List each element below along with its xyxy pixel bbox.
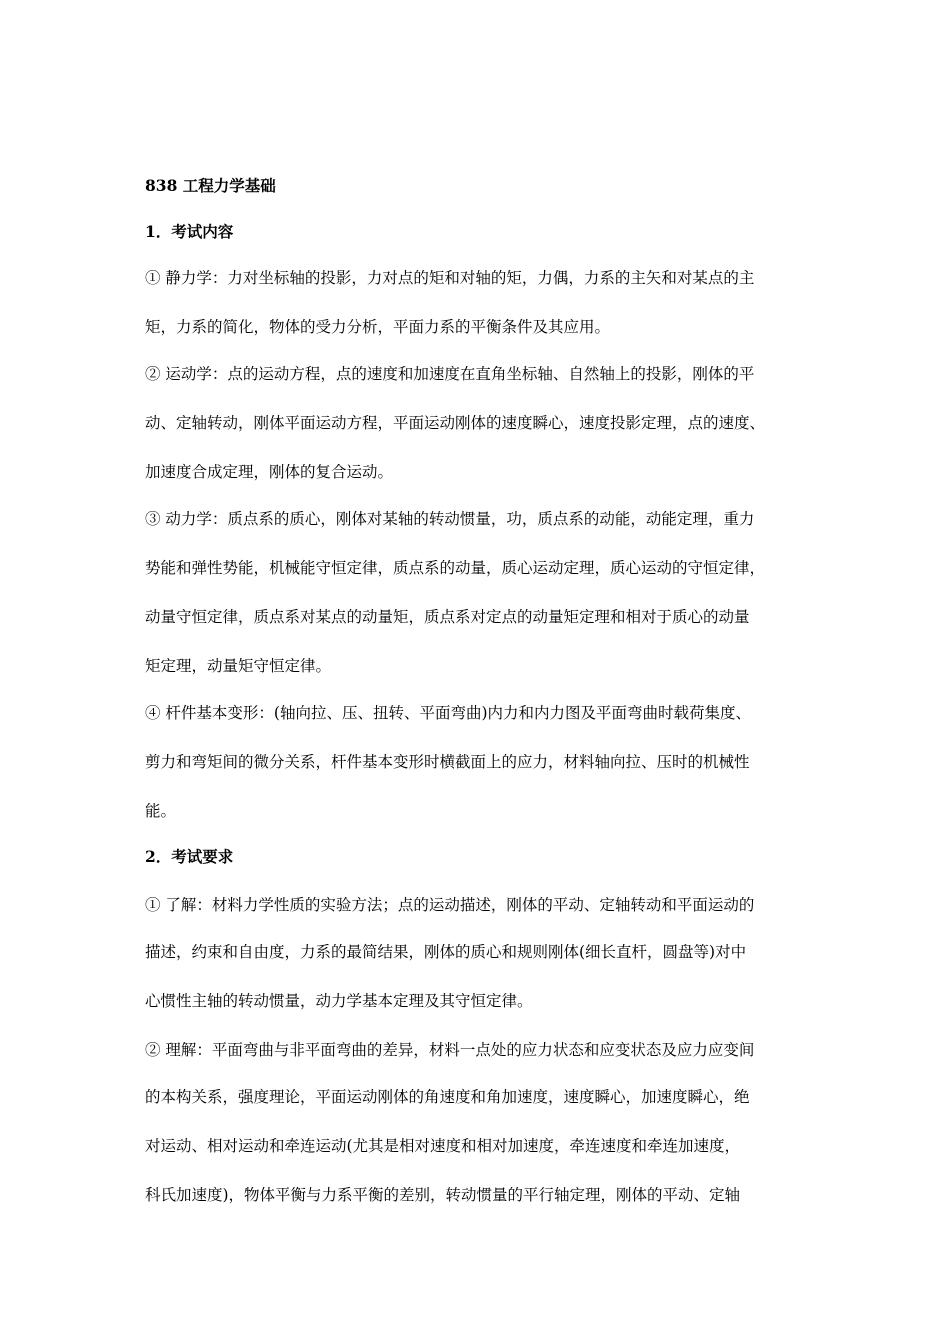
paragraph-line: 加速度合成定理，刚体的复合运动。: [145, 463, 394, 481]
paragraph-line: 动、定轴转动，刚体平面运动方程，平面运动刚体的速度瞬心，速度投影定理，点的速度、: [145, 414, 766, 432]
section-heading-exam-requirements: 2．考试要求: [145, 847, 234, 866]
paragraph-line: ① 静力学：力对坐标轴的投影，力对点的矩和对轴的矩，力偶，力系的主矢和对某点的主: [145, 269, 755, 287]
paragraph-line: ① 了解：材料力学性质的实验方法；点的运动描述，刚体的平动、定轴转动和平面运动的: [145, 896, 755, 914]
paragraph-line: 的本构关系，强度理论，平面运动刚体的角速度和角加速度，速度瞬心，加速度瞬心，绝: [145, 1088, 750, 1106]
paragraph-line: ② 运动学：点的运动方程，点的速度和加速度在直角坐标轴、自然轴上的投影，刚体的平: [145, 365, 755, 383]
paragraph-line: ③ 动力学：质点系的质心，刚体对某轴的转动惯量，功，质点系的动能，动能定理，重力: [145, 510, 755, 528]
document-title: 838 工程力学基础: [145, 176, 276, 195]
paragraph-line: 能。: [145, 802, 177, 820]
paragraph-line: 描述，约束和自由度，力系的最简结果，刚体的质心和规则刚体(细长直杆，圆盘等)对中: [145, 943, 747, 961]
paragraph-line: 动量守恒定律，质点系对某点的动量矩，质点系对定点的动量矩定理和相对于质心的动量: [145, 608, 750, 626]
section-heading-exam-content: 1．考试内容: [145, 222, 234, 241]
paragraph-line: 科氏加速度)，物体平衡与力系平衡的差别，转动惯量的平行轴定理，刚体的平动、定轴: [145, 1186, 741, 1204]
paragraph-line: 对运动、相对运动和牵连运动(尤其是相对速度和相对加速度，牵连速度和牵连加速度，: [145, 1137, 741, 1155]
paragraph-line: 心惯性主轴的转动惯量，动力学基本定理及其守恒定律。: [145, 992, 533, 1010]
paragraph-line: 矩定理，动量矩守恒定律。: [145, 657, 332, 675]
paragraph-line: ② 理解：平面弯曲与非平面弯曲的差异，材料一点处的应力状态和应变状态及应力应变间: [145, 1041, 755, 1059]
paragraph-line: ④ 杆件基本变形：(轴向拉、压、扭转、平面弯曲)内力和内力图及平面弯曲时载荷集度、: [145, 704, 752, 722]
paragraph-line: 矩，力系的简化，物体的受力分析，平面力系的平衡条件及其应用。: [145, 318, 611, 336]
paragraph-line: 剪力和弯矩间的微分关系，杆件基本变形时横截面上的应力，材料轴向拉、压时的机械性: [145, 753, 750, 771]
paragraph-line: 势能和弹性势能，机械能守恒定律，质点系的动量，质心运动定理，质心运动的守恒定律，: [145, 559, 766, 577]
